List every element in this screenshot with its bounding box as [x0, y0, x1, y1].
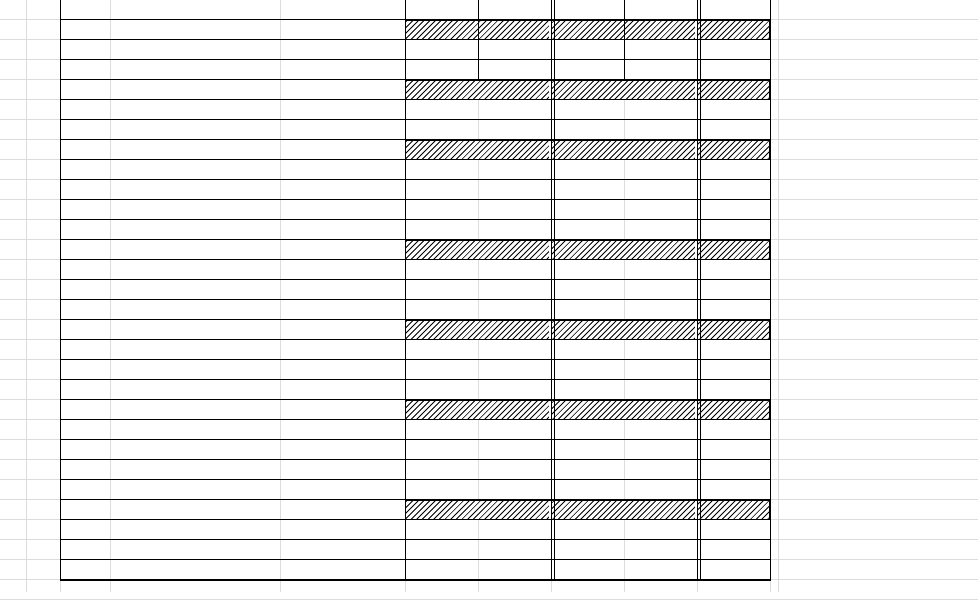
row-border [60, 179, 771, 180]
value-column-border-double [554, 0, 555, 580]
row-header[interactable] [0, 580, 26, 600]
row-header[interactable] [0, 380, 26, 400]
row-border [60, 439, 771, 440]
row-header[interactable] [0, 360, 26, 380]
hatched-cell [405, 320, 770, 340]
row-border [60, 299, 771, 300]
row-header[interactable] [0, 160, 26, 180]
row-header[interactable] [0, 80, 26, 100]
table-right-border [770, 0, 771, 580]
row-border [60, 239, 771, 240]
row-border [60, 339, 771, 340]
value-column-border [478, 0, 479, 80]
hatched-cell [405, 400, 770, 420]
row-header[interactable] [0, 0, 26, 20]
row-border [60, 139, 771, 140]
row-header[interactable] [0, 420, 26, 440]
row-header[interactable] [0, 540, 26, 560]
value-column-border [551, 0, 552, 580]
row-border [60, 159, 771, 160]
row-border [60, 79, 771, 80]
line-number-cell[interactable] [26, 60, 60, 80]
line-number-cell[interactable] [26, 540, 60, 560]
row-border [60, 399, 771, 400]
line-number-cell[interactable] [26, 80, 60, 100]
line-number-cell[interactable] [26, 0, 60, 20]
row-header[interactable] [0, 460, 26, 480]
value-column-border [624, 0, 625, 80]
line-number-cell[interactable] [26, 220, 60, 240]
line-number-cell[interactable] [26, 420, 60, 440]
hatched-cell [405, 80, 770, 100]
row-border [60, 359, 771, 360]
row-border [60, 499, 771, 500]
value-column-border [697, 0, 698, 580]
line-number-cell[interactable] [26, 320, 60, 340]
row-header[interactable] [0, 340, 26, 360]
hatched-cell [405, 240, 770, 260]
row-border [60, 539, 771, 540]
row-header[interactable] [0, 520, 26, 540]
row-border [60, 219, 771, 220]
row-border [60, 99, 771, 100]
line-number-cell[interactable] [26, 280, 60, 300]
row-header[interactable] [0, 280, 26, 300]
value-column-border [405, 0, 406, 580]
line-number-cell[interactable] [26, 520, 60, 540]
line-number-cell[interactable] [26, 580, 60, 600]
line-number-cell[interactable] [26, 460, 60, 480]
row-header[interactable] [0, 300, 26, 320]
row-border [60, 459, 771, 460]
row-border [60, 199, 771, 200]
row-border [60, 39, 771, 40]
grid-column-line [778, 0, 779, 592]
hatched-cell [405, 500, 770, 520]
value-column-border-double [700, 0, 701, 580]
row-header[interactable] [0, 240, 26, 260]
row-header[interactable] [0, 480, 26, 500]
row-header[interactable] [0, 560, 26, 580]
row-header[interactable] [0, 180, 26, 200]
row-border [60, 119, 771, 120]
row-border [60, 419, 771, 420]
row-header[interactable] [0, 20, 26, 40]
line-number-cell[interactable] [26, 300, 60, 320]
grid-column-line [110, 0, 111, 592]
row-header[interactable] [0, 260, 26, 280]
line-number-cell[interactable] [26, 440, 60, 460]
row-border [60, 379, 771, 380]
row-border [60, 479, 771, 480]
row-border [60, 319, 771, 320]
line-number-cell[interactable] [26, 480, 60, 500]
row-header[interactable] [0, 120, 26, 140]
grid-column-line [280, 0, 281, 592]
row-border [60, 519, 771, 520]
line-number-cell[interactable] [26, 200, 60, 220]
row-header[interactable] [0, 320, 26, 340]
table-bottom-border [60, 579, 771, 581]
line-number-cell[interactable] [26, 340, 60, 360]
line-number-cell[interactable] [26, 380, 60, 400]
row-border [60, 59, 771, 60]
row-header[interactable] [0, 440, 26, 460]
row-border [60, 559, 771, 560]
line-number-cell[interactable] [26, 180, 60, 200]
line-number-cell[interactable] [26, 260, 60, 280]
row-header[interactable] [0, 60, 26, 80]
row-border [60, 19, 771, 20]
line-number-cell[interactable] [26, 360, 60, 380]
line-number-cell[interactable] [26, 160, 60, 180]
table-left-border [60, 0, 61, 580]
line-number-cell[interactable] [26, 560, 60, 580]
line-number-cell[interactable] [26, 240, 60, 260]
row-border [60, 259, 771, 260]
line-number-cell[interactable] [26, 500, 60, 520]
line-number-cell[interactable] [26, 140, 60, 160]
line-number-cell[interactable] [26, 40, 60, 60]
row-border [60, 279, 771, 280]
row-header[interactable] [0, 100, 26, 120]
line-number-cell[interactable] [26, 20, 60, 40]
row-header[interactable] [0, 500, 26, 520]
hatched-cell [405, 20, 770, 40]
hatched-cell [405, 140, 770, 160]
row-header[interactable] [0, 200, 26, 220]
row-header[interactable] [0, 40, 26, 60]
row-header[interactable] [0, 220, 26, 240]
line-number-cell[interactable] [26, 100, 60, 120]
line-number-cell[interactable] [26, 400, 60, 420]
row-header[interactable] [0, 140, 26, 160]
row-header[interactable] [0, 400, 26, 420]
line-number-cell[interactable] [26, 120, 60, 140]
